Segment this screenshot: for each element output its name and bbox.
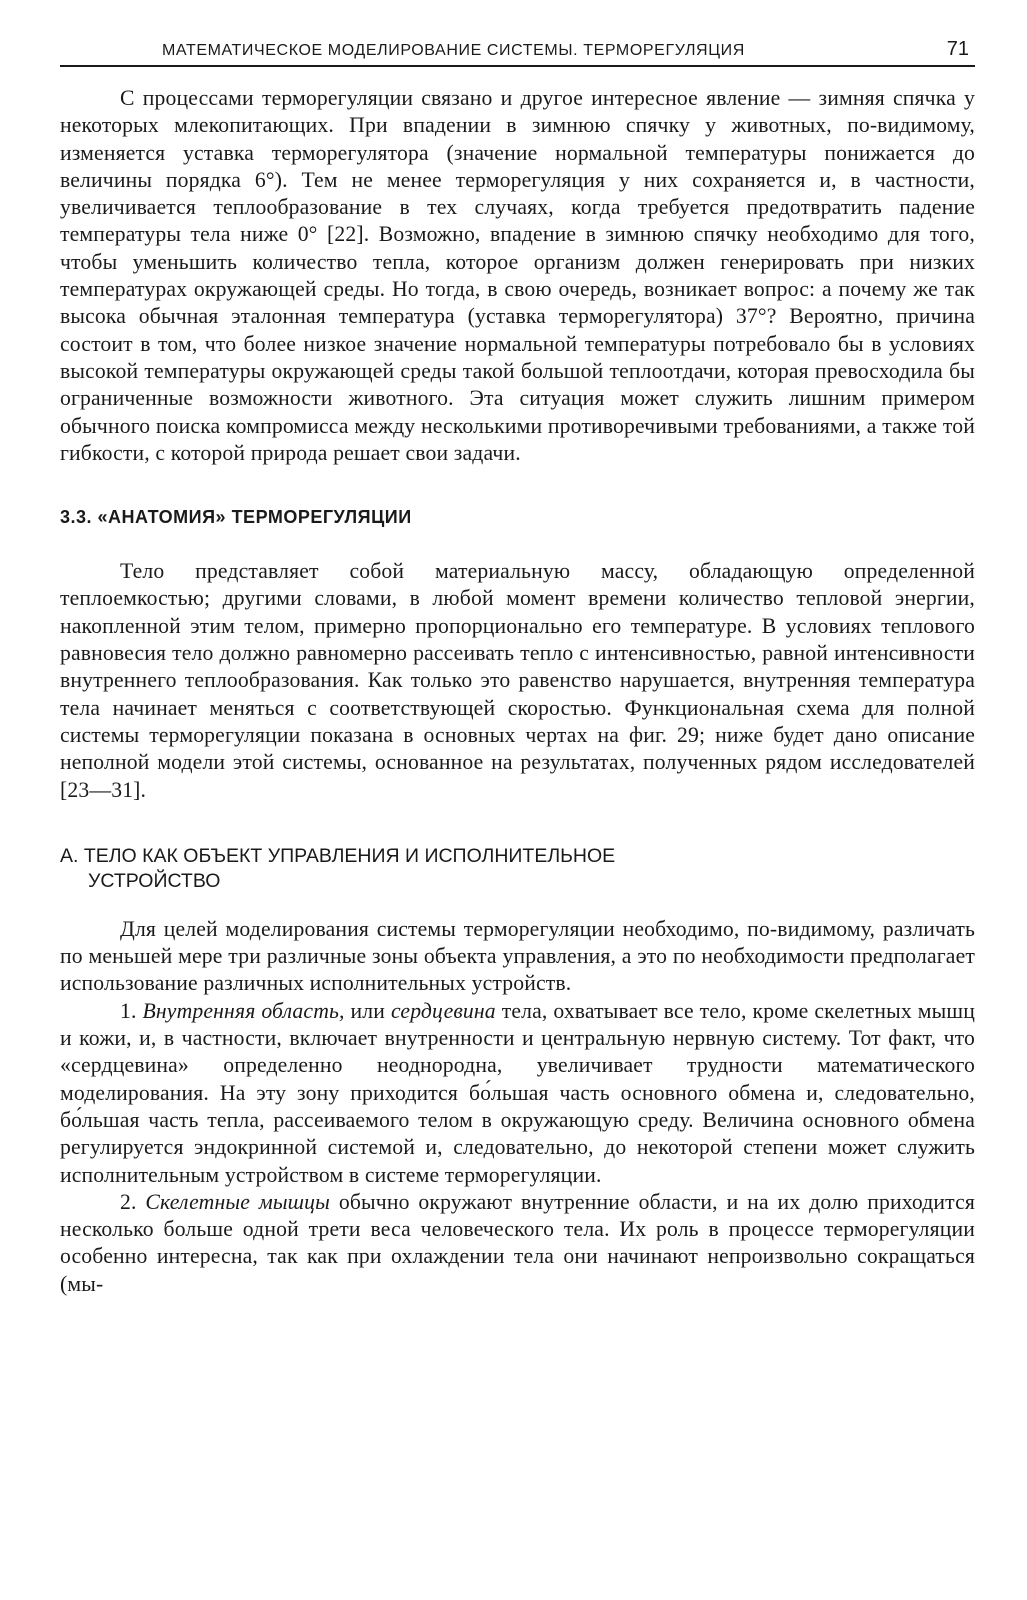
subsection-heading bbox=[60, 844, 975, 894]
core-term: Внутренняя область, bbox=[142, 998, 345, 1023]
muscle-item-number: 2. bbox=[120, 1189, 146, 1214]
running-header bbox=[60, 38, 975, 67]
core-item-number: 1. bbox=[120, 998, 143, 1023]
core-term-alt: сердцевина bbox=[390, 998, 496, 1023]
subsection-heading-line1: А. ТЕЛО КАК ОБЪЕКТ УПРАВЛЕНИЯ И ИСПОЛНИТЕЛЬНОЕ bbox=[60, 844, 616, 867]
paragraph-zones: Для целей моделирования системы терморегуляции необходимо, по-видимому, различать по меньшей мере три различные зоны объекта управления, а это по необходимости предполагает использование различных исполнительных устройств. bbox=[60, 916, 975, 996]
core-description: тела, охватывает все тело, кроме скелетных мышц и кожи, и, в частности, включает внутренности и центральную нервную систему. Тот факт, что «сердцевина» определенно неоднородна, увеличивает трудности математического моделирования. На эту зону приходится бо́льшая часть основного обмена и, следовательно, бо́льшая часть тепла, рассеиваемого телом в окружающую среду. Величина основного обмена регулируется эндокринной системой и, следовательно, до некоторой степени может служить исполнительным устройством в системе терморегуляции. bbox=[60, 998, 975, 1187]
paragraph-core-region bbox=[60, 998, 975, 1189]
paragraph-skeletal-muscles bbox=[60, 1189, 975, 1298]
section-heading: 3.3. «АНАТОМИЯ» ТЕРМОРЕГУЛЯЦИИ bbox=[60, 507, 412, 528]
running-title: МАТЕМАТИЧЕСКОЕ МОДЕЛИРОВАНИЕ СИСТЕМЫ. ТЕРМОРЕГУЛЯЦИЯ bbox=[162, 42, 745, 59]
book-page bbox=[60, 38, 975, 1298]
paragraph-hibernation: С процессами терморегуляции связано и другое интересное явление — зимняя спячка у некоторых млекопитающих. При впадении в зимнюю спячку у животных, по-видимому, изменяется уставка терморегулятора (значение нормальной температуры понижается до величины порядка 6°). Тем не менее терморегуляция у них сохраняется и, в частности, увеличивается теплообразование в тех случаях, когда требуется предотвратить падение температуры тела ниже 0° [22]. Возможно, впадение в зимнюю спячку необходимо для того, чтобы уменьшить количество тепла, которое организм должен генерировать при низких температурах окружающей среды. Но тогда, в свою очередь, возникает вопрос: а почему же так высока обычная эталонная температура (уставка терморегулятора) 37°? Вероятно, причина состоит в том, что более низкое значение нормальной температуры потребовало бы в условиях высокой температуры окружающей среды такой большой теплоотдачи, которая превосходила бы ограниченные возможности животного. Эта ситуация может служить лишним примером обычного поиска компромисса между несколькими противоречивыми требованиями, а также той гибкости, с которой природа решает свои задачи. bbox=[60, 86, 975, 465]
core-connector: или bbox=[344, 998, 391, 1023]
muscle-term: Скелетные мышцы bbox=[145, 1189, 331, 1214]
subsection-heading-line2: УСТРОЙСТВО bbox=[88, 869, 221, 892]
paragraph-body-heat: Тело представляет собой материальную массу, обладающую определенной теплоемкостью; другими словами, в любой момент времени количество тепловой энергии, накопленной этим телом, примерно пропорционально его температуре. В условиях теплового равновесия тело должно равномерно рассеивать тепло с интенсивностью, равной интенсивности внутреннего теплообразования. Как только это равенство нарушается, внутренняя температура тела начинает меняться с соответствующей скоростью. Функциональная схема для полной системы терморегуляции показана в основных чертах на фиг. 29; ниже будет дано описание неполной модели этой системы, основанное на результатах, полученных рядом исследователей [23—31]. bbox=[60, 559, 975, 802]
muscle-description: обычно окружают внутренние области, и на их долю приходится несколько больше одной трети веса человеческого тела. Их роль в процессе терморегуляции особенно интересна, так как при охлаждении тела они начинают непроизвольно сокращаться (мы- bbox=[60, 1189, 975, 1296]
page-number: 71 bbox=[946, 38, 969, 60]
